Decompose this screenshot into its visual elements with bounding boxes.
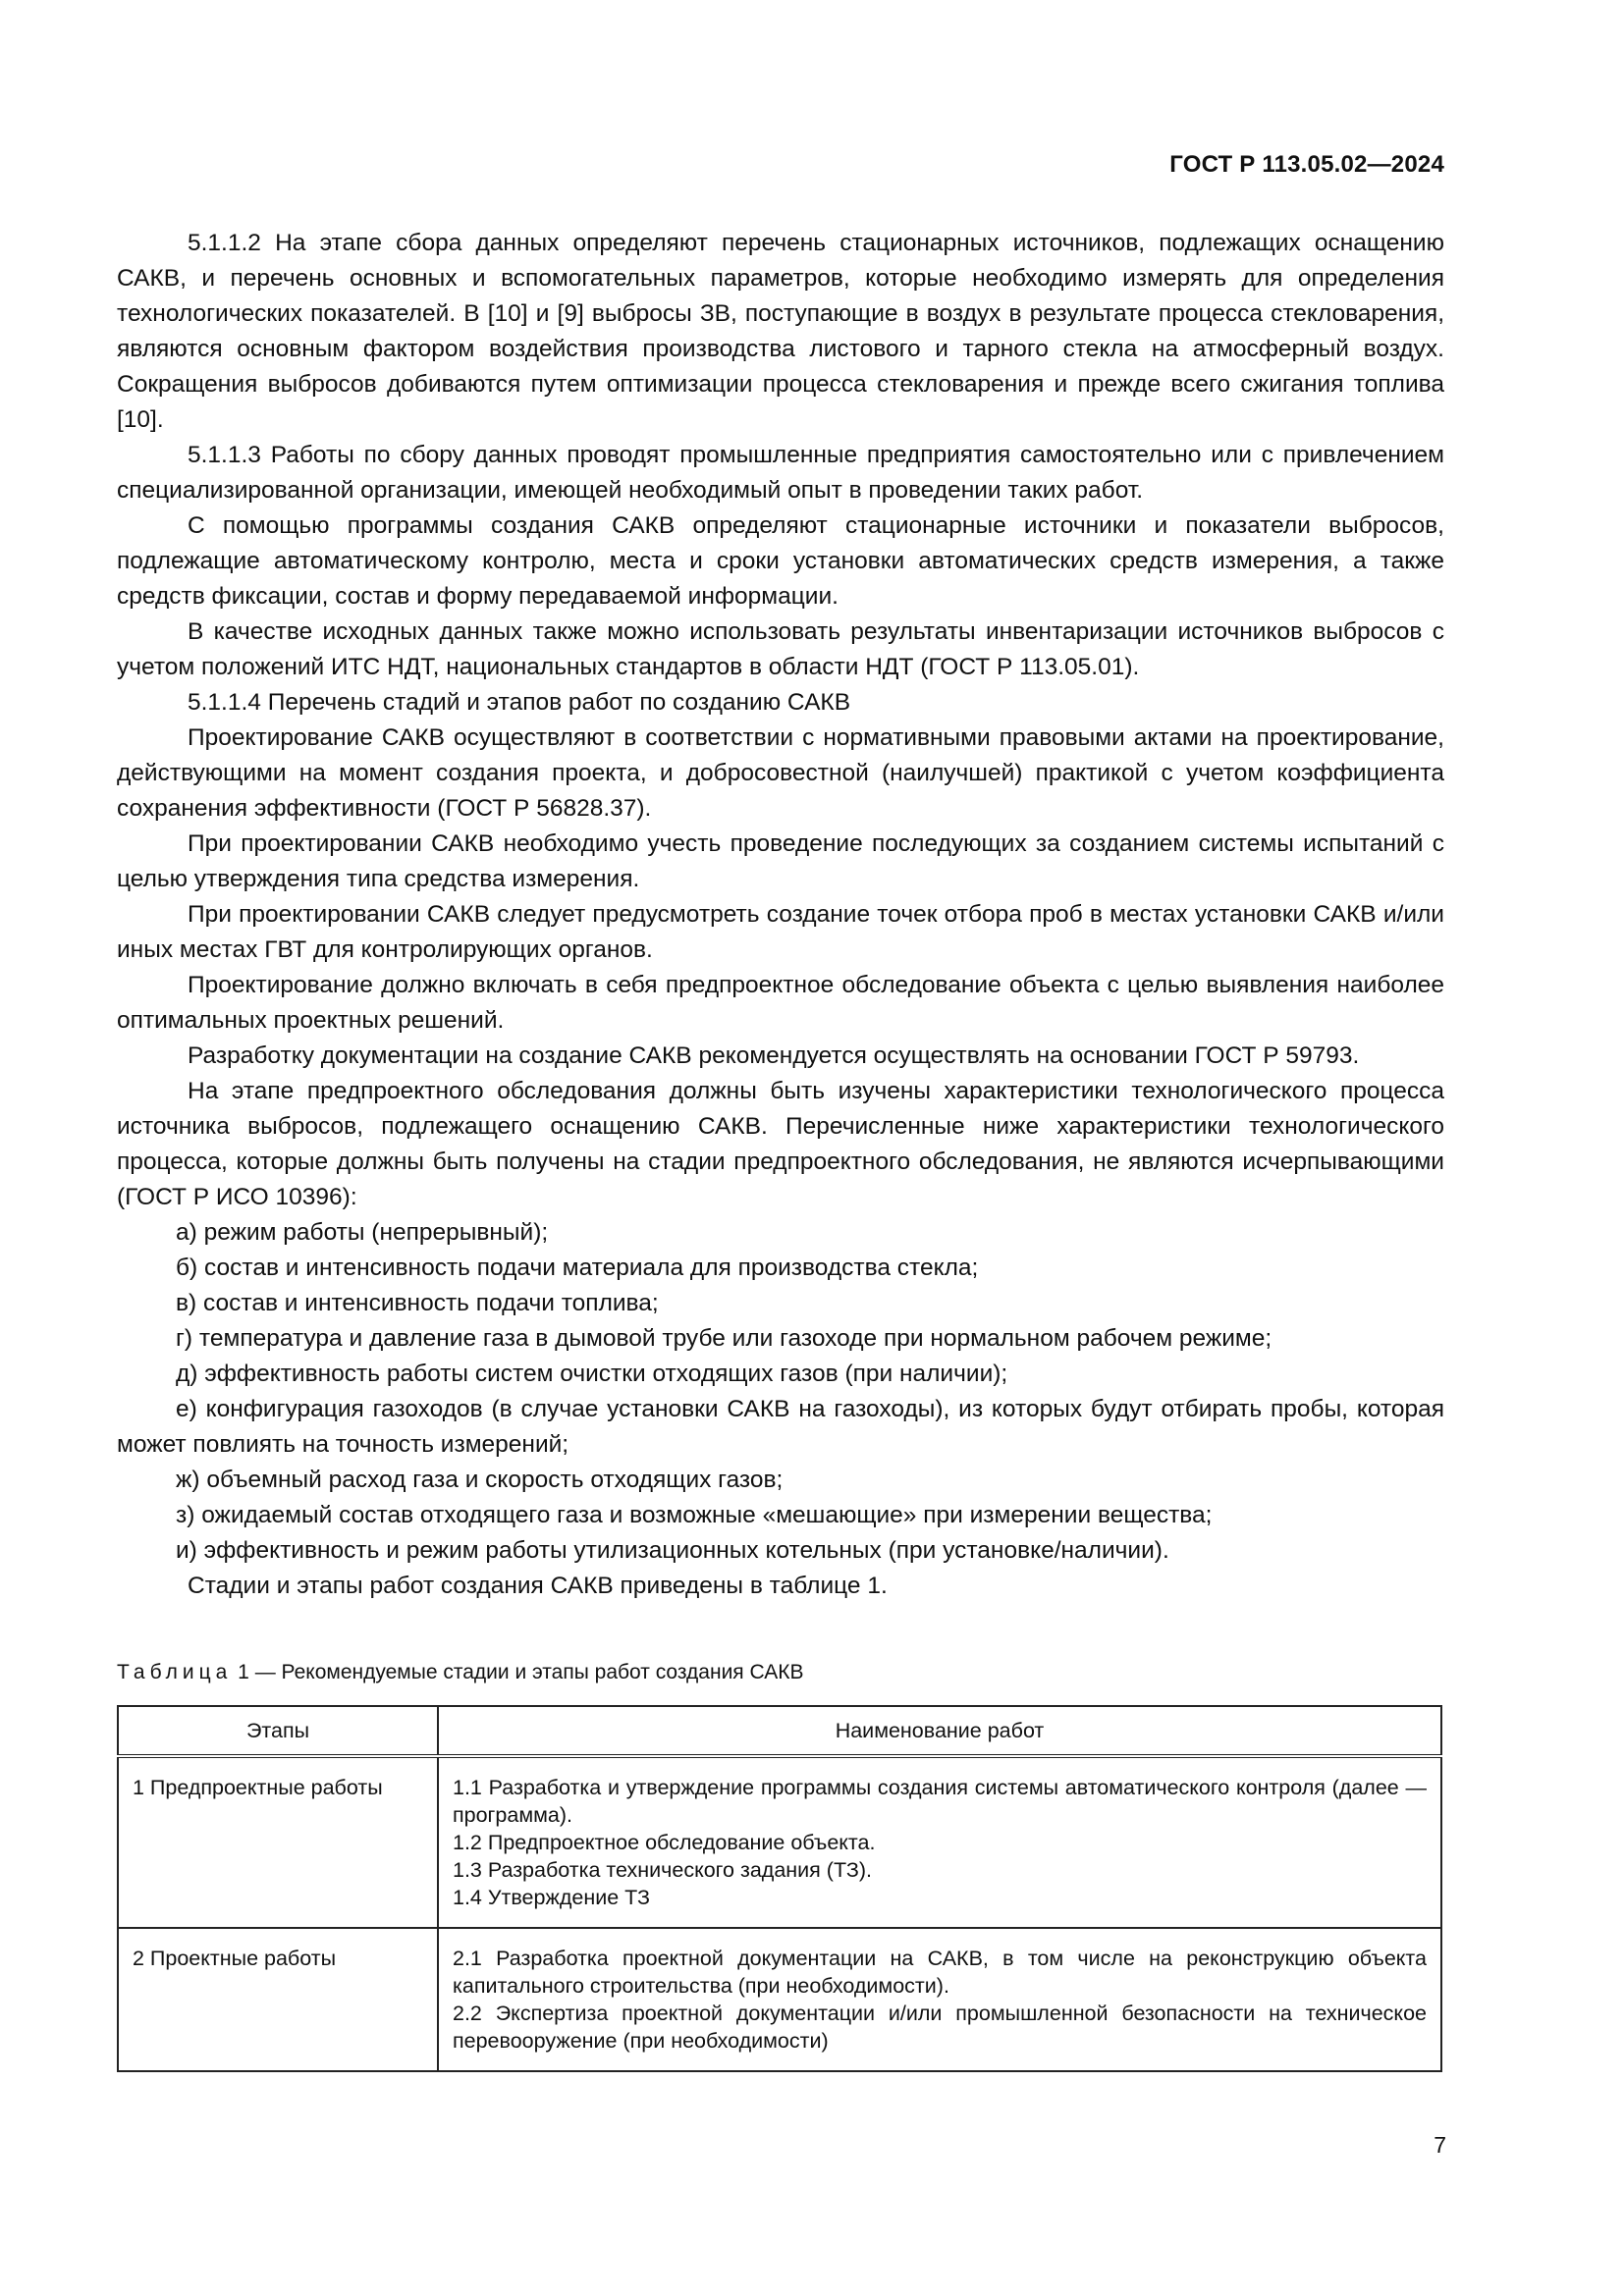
list-item: а) режим работы (непрерывный); bbox=[176, 1219, 549, 1246]
list-item: д) эффективность работы систем очистки отходящих газов (при наличии); bbox=[176, 1361, 1008, 1387]
list-item: и) эффективность и режим работы утилизационных котельных (при установке/наличии). bbox=[176, 1537, 1169, 1564]
document-body bbox=[117, 226, 1444, 1604]
paragraph: С помощью программы создания САКВ определяют стационарные источники и показатели выбросов, подлежащие автоматическому контролю, места и сроки установки автоматических средств измерения, а также средств фиксации, состав и форму передаваемой информации. bbox=[117, 512, 1444, 610]
column-header-works: Наименование работ bbox=[438, 1706, 1441, 1756]
table-caption-label: Таблица bbox=[117, 1661, 233, 1683]
paragraph: 5.1.1.2 На этапе сбора данных определяют перечень стационарных источников, подлежащих оснащению САКВ, и перечень основных и вспомогательных параметров, которые необходимо измерять для определения технологических показателей. В [10] и [9] выбросы ЗВ, поступающие в воздух в результате процесса стекловарения, являются основным фактором воздействия производства листового и тарного стекла на атмосферный воздух. Сокращения выбросов добиваются путем оптимизации процесса стекловарения и прежде всего сжигания топлива [10]. bbox=[117, 230, 1444, 433]
table-caption-title: 1 — Рекомендуемые стадии и этапы работ создания САКВ bbox=[232, 1661, 804, 1683]
work-item: 1.3 Разработка технического задания (ТЗ). bbox=[453, 1858, 872, 1882]
list-item: е) конфигурация газоходов (в случае установки САКВ на газоходы), из которых будут отбирать пробы, которая может повлиять на точность измерений; bbox=[117, 1396, 1444, 1458]
paragraph: 5.1.1.3 Работы по сбору данных проводят промышленные предприятия самостоятельно или с привлечением специализированной организации, имеющей необходимый опыт в проведении таких работ. bbox=[117, 442, 1444, 504]
document-header: ГОСТ Р 113.05.02—2024 bbox=[1169, 151, 1444, 178]
list-item: в) состав и интенсивность подачи топлива; bbox=[176, 1290, 659, 1316]
work-item: 1.1 Разработка и утверждение программы создания системы автоматического контроля (далее — программа). bbox=[453, 1776, 1427, 1827]
work-item: 2.2 Экспертиза проектной документации и/или промышленной безопасности на техническое перевооружение (при необходимости) bbox=[453, 2002, 1427, 2053]
paragraph: На этапе предпроектного обследования должны быть изучены характеристики технологического процесса источника выбросов, подлежащего оснащению САКВ. Перечисленные ниже характеристики технологического процесса, которые должны быть получены на стадии предпроектного обследования, не являются исчерпывающими (ГОСТ Р ИСО 10396): bbox=[117, 1078, 1444, 1210]
paragraph: Стадии и этапы работ создания САКВ приведены в таблице 1. bbox=[188, 1573, 888, 1599]
table-caption bbox=[117, 1659, 803, 1686]
paragraph: Проектирование должно включать в себя предпроектное обследование объекта с целью выявления наиболее оптимальных проектных решений. bbox=[117, 972, 1444, 1034]
work-item: 1.2 Предпроектное обследование объекта. bbox=[453, 1831, 876, 1854]
paragraph: При проектировании САКВ следует предусмотреть создание точек отбора проб в местах установки САКВ и/или иных местах ГВТ для контролирующих органов. bbox=[117, 901, 1444, 963]
paragraph: Разработку документации на создание САКВ рекомендуется осуществлять на основании ГОСТ Р 59793. bbox=[188, 1042, 1360, 1069]
stage-cell: 2 Проектные работы bbox=[118, 1928, 438, 2071]
paragraph: 5.1.1.4 Перечень стадий и этапов работ по созданию САКВ bbox=[188, 689, 851, 716]
list-item: г) температура и давление газа в дымовой трубе или газоходе при нормальном рабочем режиме; bbox=[176, 1325, 1272, 1352]
work-item: 2.1 Разработка проектной документации на САКВ, в том числе на реконструкцию объекта капитального строительства (при необходимости). bbox=[453, 1947, 1427, 1998]
stage-cell: 1 Предпроектные работы bbox=[118, 1756, 438, 1928]
list-item: з) ожидаемый состав отходящего газа и возможные «мешающие» при измерении вещества; bbox=[176, 1502, 1213, 1528]
work-item: 1.4 Утверждение ТЗ bbox=[453, 1886, 651, 1909]
list-item: б) состав и интенсивность подачи материала для производства стекла; bbox=[176, 1255, 979, 1281]
paragraph: При проектировании САКВ необходимо учесть проведение последующих за созданием системы испытаний с целью утверждения типа средства измерения. bbox=[117, 830, 1444, 892]
table-row bbox=[118, 1928, 1441, 2071]
works-cell bbox=[438, 1928, 1441, 2071]
paragraph: В качестве исходных данных также можно использовать результаты инвентаризации источников выбросов с учетом положений ИТС НДТ, национальных стандартов в области НДТ (ГОСТ Р 113.05.01). bbox=[117, 618, 1444, 680]
table-row bbox=[118, 1756, 1441, 1928]
column-header-stages: Этапы bbox=[118, 1706, 438, 1756]
list-item: ж) объемный расход газа и скорость отходящих газов; bbox=[176, 1467, 784, 1493]
page-number: 7 bbox=[1434, 2132, 1446, 2158]
works-cell bbox=[438, 1756, 1441, 1928]
table-header-row bbox=[118, 1706, 1441, 1756]
paragraph: Проектирование САКВ осуществляют в соответствии с нормативными правовыми актами на проектирование, действующими на момент создания проекта, и добросовестной (наилучшей) практикой с учетом коэффициента сохранения эффективности (ГОСТ Р 56828.37). bbox=[117, 724, 1444, 822]
stages-table bbox=[117, 1705, 1442, 2072]
